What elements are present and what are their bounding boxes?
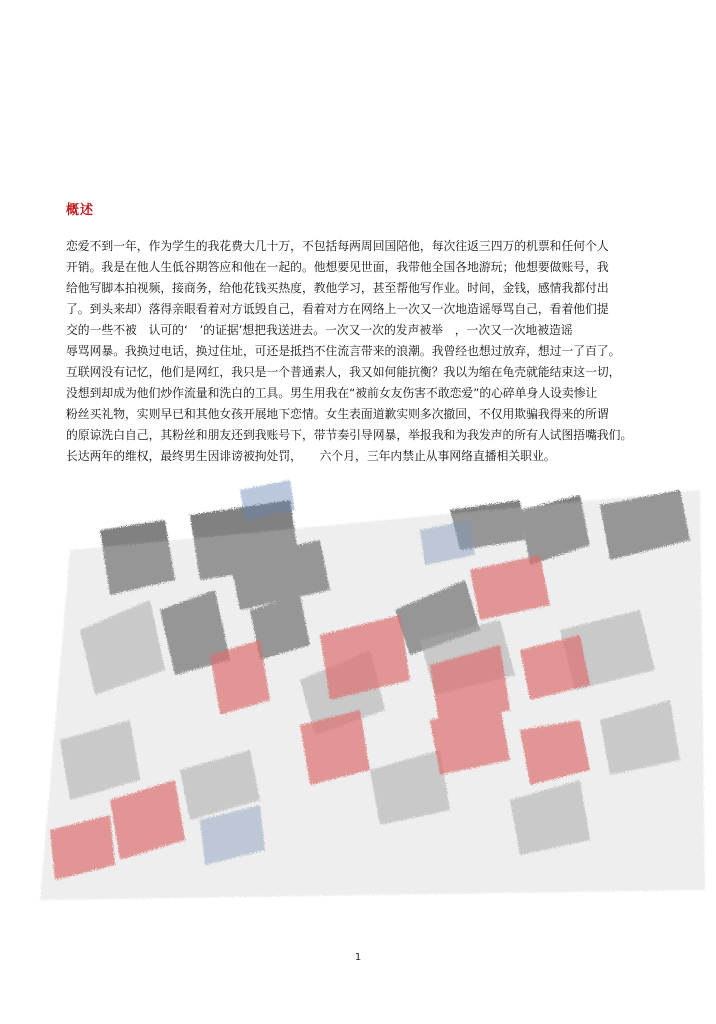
paragraph-line: 给他写脚本拍视频，接商务，给他花钱买热度，教他学习，甚至帮他写作业。时间，金钱，感情我都付出 [66, 281, 609, 295]
paragraph-line: 了。到头来却）落得亲眼看着对方诋毁自己，看着对方在网络上一次又一次地造谣辱骂自己，看着他们提 [66, 302, 609, 316]
paragraph-line: 粉丝买礼物，实则早已和其他女孩开展地下恋情。女生表面道歉实则多次撤回，不仅用欺骗我得来的所谓 [66, 407, 609, 421]
page-number: 1 [354, 952, 362, 963]
pencil-scribble-redaction [0, 470, 716, 910]
paragraph-line: 长达两年的维权，最终男生因诽谤被拘处罚， 六个月，三年内禁止从事网络直播相关职业。 [66, 449, 556, 463]
paragraph-line: 没想到却成为他们炒作流量和洗白的工具。男生用我在“被前女友伤害不敢恋爱”的心碎单身人设卖惨让 [66, 386, 598, 400]
paragraph-line: 开销。我是在他人生低谷期答应和他在一起的。他想要见世面，我带他全国各地游玩；他想要做账号，我 [66, 260, 609, 274]
paragraph-line: 的原谅洗白自己，其粉丝和朋友还到我账号下，带节奏引导网暴，举报我和为我发声的所有人试图捂嘴我们。 [66, 428, 633, 442]
paragraph-line: 恋爱不到一年，作为学生的我花费大几十万，不包括每两周回国陪他，每次往返三四万的机票和任何个人 [66, 239, 609, 253]
paragraph-line: 互联网没有记忆，他们是网红，我只是一个普通素人，我又如何能抗衡？我以为缩在龟壳就能结束这一切， [66, 365, 621, 379]
paragraph-line: 辱骂网暴。我换过电话，换过住址，可还是抵挡不住流言带来的浪潮。我曾经也想过放弃，想过一了百了。 [66, 344, 621, 358]
section-heading: 概述 [66, 203, 95, 218]
body-paragraph [66, 236, 650, 467]
paragraph-line: 交的一些不被 认可的‘ ’的证据’想把我送进去。一次又一次的发声被举 ，一次又一次地被造谣 [66, 323, 573, 337]
